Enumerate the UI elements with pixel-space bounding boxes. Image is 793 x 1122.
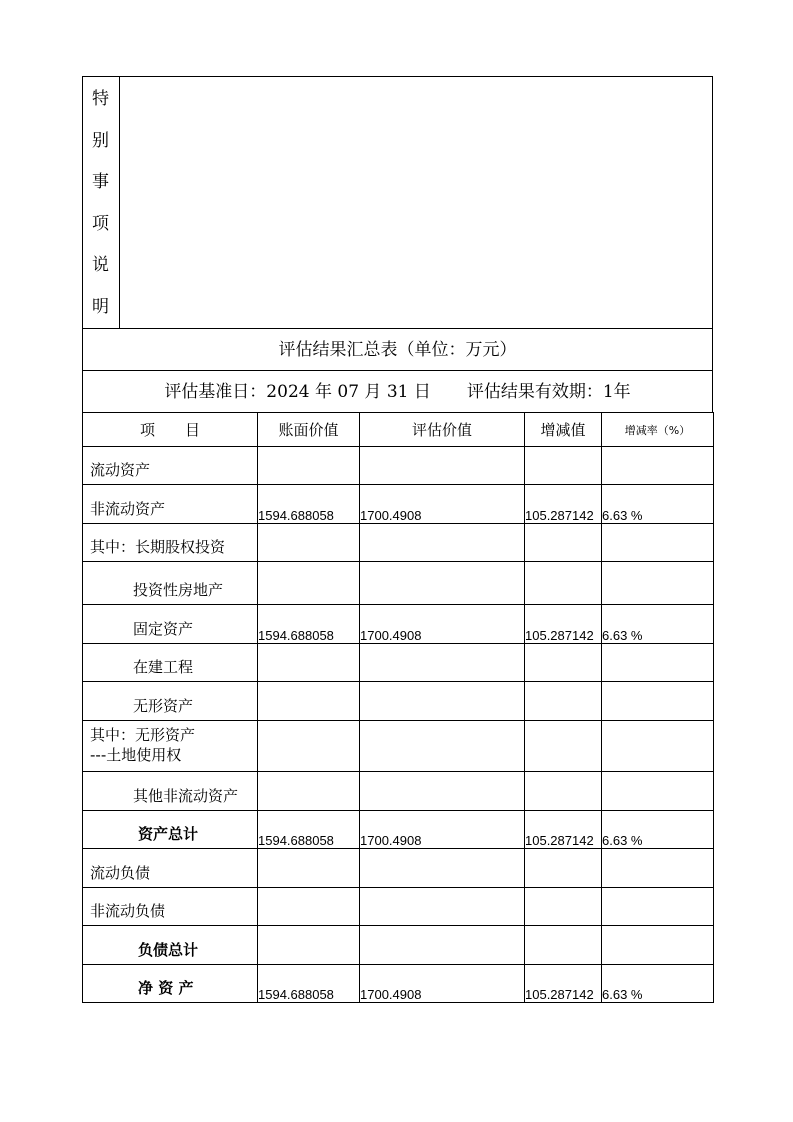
row-book xyxy=(258,721,360,772)
row-book: 1594.688058 xyxy=(258,605,360,644)
row-eval xyxy=(360,926,525,965)
row-rate xyxy=(602,644,714,682)
row-book: 1594.688058 xyxy=(258,485,360,524)
row-diff xyxy=(525,644,602,682)
table-row xyxy=(83,888,714,926)
table-row xyxy=(83,682,714,721)
summary-title: 评估结果汇总表（单位：万元） xyxy=(82,328,713,370)
row-rate: 6.63 % xyxy=(602,965,714,1003)
header-difference: 增减值 xyxy=(525,413,602,447)
row-book xyxy=(258,926,360,965)
row-book xyxy=(258,849,360,888)
row-rate xyxy=(602,682,714,721)
row-item-line1: 其中：无形资产 xyxy=(90,726,196,744)
row-item: 非流动负债 xyxy=(83,888,258,926)
table-row xyxy=(83,721,714,772)
row-diff xyxy=(525,524,602,562)
row-eval xyxy=(360,849,525,888)
row-eval: 1700.4908 xyxy=(360,485,525,524)
row-item: 无形资产 xyxy=(83,682,258,721)
row-diff xyxy=(525,849,602,888)
row-eval xyxy=(360,644,525,682)
row-diff: 105.287142 xyxy=(525,605,602,644)
row-rate xyxy=(602,926,714,965)
row-diff xyxy=(525,721,602,772)
row-item: 负债总计 xyxy=(83,926,258,965)
row-rate xyxy=(602,849,714,888)
table-row xyxy=(83,524,714,562)
row-book xyxy=(258,644,360,682)
row-diff: 105.287142 xyxy=(525,485,602,524)
row-item: 固定资产 xyxy=(83,605,258,644)
row-book xyxy=(258,772,360,811)
row-rate xyxy=(602,447,714,485)
row-eval: 1700.4908 xyxy=(360,811,525,849)
header-eval-value: 评估价值 xyxy=(360,413,525,447)
row-rate xyxy=(602,888,714,926)
date-row xyxy=(82,370,713,412)
label-char: 特 xyxy=(92,89,109,109)
row-rate xyxy=(602,772,714,811)
table-header-row xyxy=(83,413,714,447)
row-item xyxy=(83,721,258,772)
label-char: 别 xyxy=(92,131,109,151)
table-row xyxy=(83,926,714,965)
row-item: 净 资 产 xyxy=(83,965,258,1003)
row-eval xyxy=(360,682,525,721)
table-row xyxy=(83,965,714,1003)
valuation-date: 评估基准日：2024 年 07 月 31 日 xyxy=(164,382,431,402)
table-row xyxy=(83,485,714,524)
row-rate xyxy=(602,721,714,772)
row-item: 流动资产 xyxy=(83,447,258,485)
row-book xyxy=(258,888,360,926)
row-rate xyxy=(602,562,714,605)
row-item: 其他非流动资产 xyxy=(83,772,258,811)
row-diff xyxy=(525,682,602,721)
table-row xyxy=(83,644,714,682)
row-eval xyxy=(360,524,525,562)
row-rate xyxy=(602,524,714,562)
row-rate: 6.63 % xyxy=(602,811,714,849)
row-item: 投资性房地产 xyxy=(83,562,258,605)
row-rate: 6.63 % xyxy=(602,485,714,524)
header-item: 项 目 xyxy=(83,413,258,447)
special-items-label xyxy=(83,77,120,328)
row-book xyxy=(258,524,360,562)
row-eval xyxy=(360,447,525,485)
row-book xyxy=(258,562,360,605)
row-eval xyxy=(360,562,525,605)
row-rate: 6.63 % xyxy=(602,605,714,644)
row-item: 非流动资产 xyxy=(83,485,258,524)
row-diff xyxy=(525,888,602,926)
label-char: 事 xyxy=(92,172,109,192)
row-item: 流动负债 xyxy=(83,849,258,888)
label-char: 说 xyxy=(92,255,109,275)
row-item: 在建工程 xyxy=(83,644,258,682)
label-char: 项 xyxy=(92,214,109,234)
row-diff xyxy=(525,772,602,811)
header-book-value: 账面价值 xyxy=(258,413,360,447)
row-book: 1594.688058 xyxy=(258,811,360,849)
row-diff xyxy=(525,447,602,485)
table-row xyxy=(83,447,714,485)
label-char: 明 xyxy=(92,297,109,317)
summary-table xyxy=(82,412,714,1003)
table-row xyxy=(83,849,714,888)
validity-period: 评估结果有效期：1年 xyxy=(466,382,631,402)
row-eval: 1700.4908 xyxy=(360,605,525,644)
row-diff: 105.287142 xyxy=(525,811,602,849)
row-eval xyxy=(360,888,525,926)
row-book xyxy=(258,447,360,485)
header-rate: 增减率（%） xyxy=(602,413,714,447)
table-row xyxy=(83,811,714,849)
report-sheet xyxy=(82,76,713,1003)
row-item-line2: ---土地使用权 xyxy=(90,746,182,764)
row-eval xyxy=(360,772,525,811)
row-book: 1594.688058 xyxy=(258,965,360,1003)
row-diff xyxy=(525,562,602,605)
special-items-section xyxy=(82,76,713,328)
row-diff xyxy=(525,926,602,965)
row-item: 其中：长期股权投资 xyxy=(83,524,258,562)
table-row xyxy=(83,772,714,811)
table-row xyxy=(83,562,714,605)
row-eval xyxy=(360,721,525,772)
table-row xyxy=(83,605,714,644)
row-eval: 1700.4908 xyxy=(360,965,525,1003)
row-book xyxy=(258,682,360,721)
row-item: 资产总计 xyxy=(83,811,258,849)
row-diff: 105.287142 xyxy=(525,965,602,1003)
